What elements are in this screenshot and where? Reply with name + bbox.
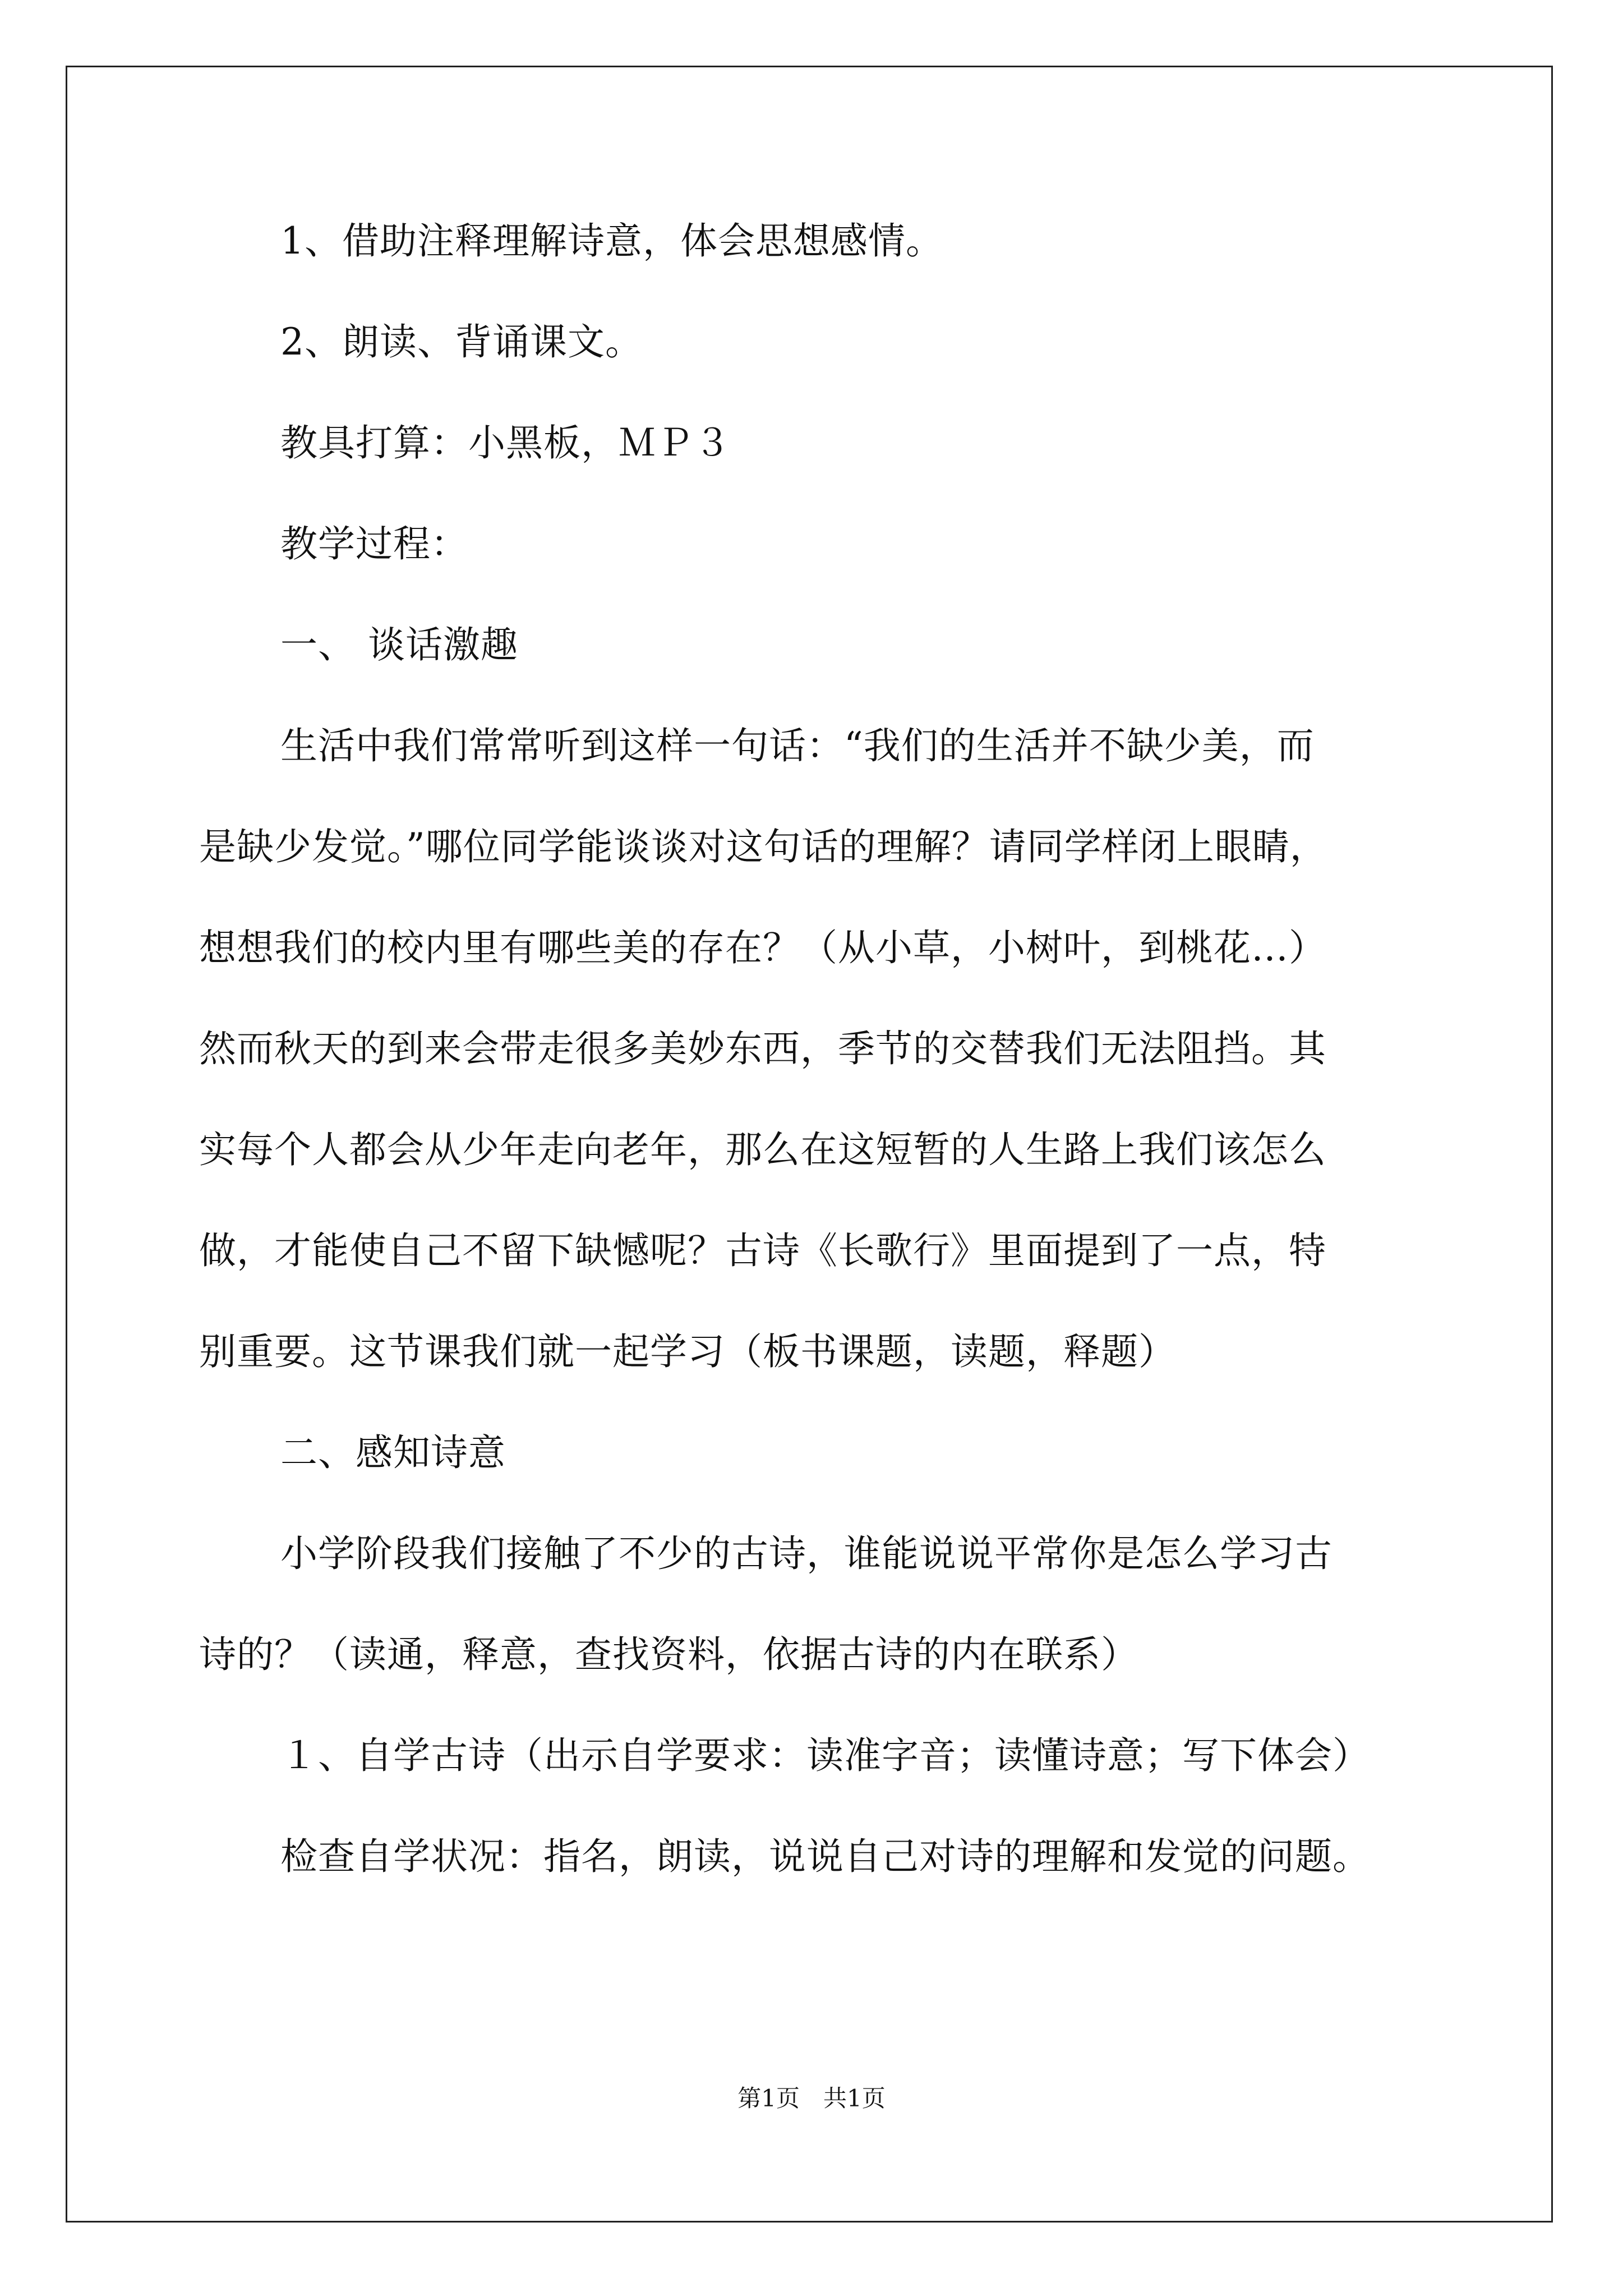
paragraph-line: 生活中我们常常听到这样一句话：“我们的生活并不缺少美，而 [280, 724, 1315, 767]
page-footer: 第1页 共1页 [737, 2085, 886, 2112]
objective-1: 1、借助注释理解诗意，体会思想感情。 [280, 219, 943, 263]
paragraph-line: 诗的？（读通，释意，查找资料，依据古诗的内在联系） [199, 1633, 1138, 1676]
section-heading-process: 教学过程： [280, 522, 468, 565]
paragraph-line: 实每个人都会从少年走向老年，那么在这短暂的人生路上我们该怎么 [199, 1128, 1326, 1171]
paragraph-line: 然而秋天的到来会带走很多美妙东西，季节的交替我们无法阻挡。其 [199, 1027, 1326, 1070]
paragraph-line: 检查自学状况：指名，朗读，说说自己对诗的理解和发觉的问题。 [280, 1835, 1370, 1878]
section-heading-2: 二、感知诗意 [280, 1431, 506, 1474]
section-heading-1: 一、 谈话激趣 [280, 623, 518, 666]
paragraph-line: 想想我们的校内里有哪些美的存在？（从小草，小树叶，到桃花…） [199, 926, 1326, 969]
paragraph-line: 小学阶段我们接触了不少的古诗，谁能说说平常你是怎么学习古 [280, 1532, 1332, 1575]
objective-2: 2、朗读、背诵课文。 [280, 320, 643, 364]
paragraph-line: 是缺少发觉。”哪位同学能谈谈对这句话的理解？请同学样闭上眼睛， [199, 825, 1327, 868]
paragraph-line: 做，才能使自己不留下缺憾呢？古诗《长歌行》里面提到了一点，特 [199, 1229, 1326, 1272]
teaching-aids: 教具打算：小黑板，ＭＰ３ [280, 421, 731, 464]
step-1: １、自学古诗（出示自学要求：读准字音；读懂诗意；写下体会） [280, 1734, 1370, 1777]
paragraph-line: 别重要。这节课我们就一起学习（板书课题，读题，释题） [199, 1330, 1176, 1373]
